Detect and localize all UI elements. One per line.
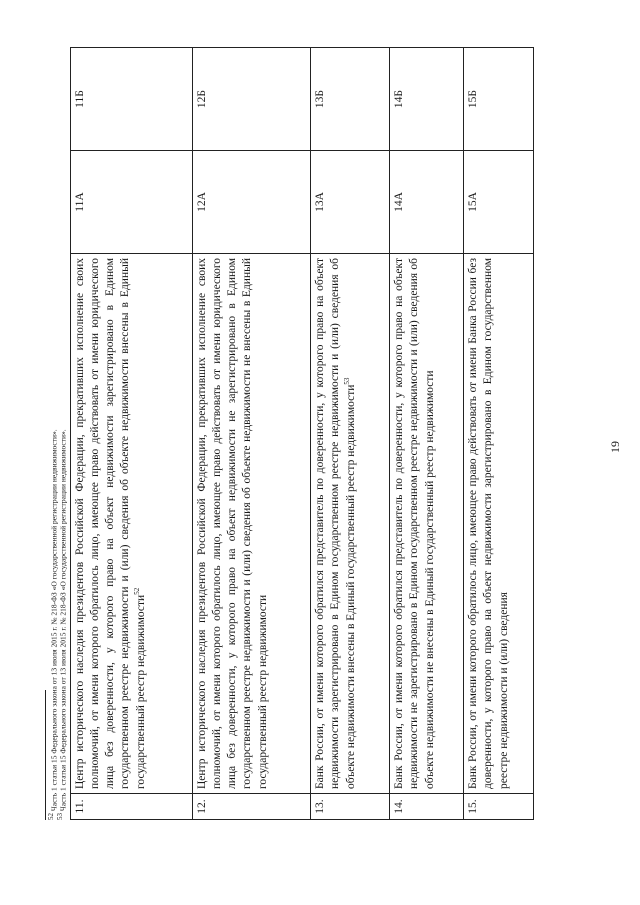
code-b: 14Б: [390, 48, 464, 151]
row-description: [464, 254, 534, 794]
codes-table: [70, 47, 534, 820]
code-a: 13А: [311, 151, 390, 254]
row-text: Центр исторического наследия президентов Российской Федерации, прекративших исполнение своих полномочий, от имени которого обратилось лицо, имеющее право действовать от имени юридического лица без доверенности, у которого право на объект недвижимости зарегистрировано в Едином государственном реестре недвижимости и (или) сведения об объекте недвижимости внесены в Единый государственный реестр недвижимости: [74, 258, 147, 789]
table-row: [390, 48, 464, 820]
table-row: [311, 48, 390, 820]
footnote-separator: [45, 690, 46, 820]
footnote-mark: 53: [56, 813, 64, 820]
footnote-ref: 53: [342, 377, 351, 385]
row-number: 11.: [71, 794, 193, 820]
table-row: [464, 48, 534, 820]
code-b: 12Б: [193, 48, 311, 151]
footnote-ref: 52: [132, 587, 141, 595]
table-row: [71, 48, 193, 820]
row-description: [193, 254, 311, 794]
code-a: 14А: [390, 151, 464, 254]
code-a: 11А: [71, 151, 193, 254]
code-b: 11Б: [71, 48, 193, 151]
row-description: [311, 254, 390, 794]
code-b: 13Б: [311, 48, 390, 151]
row-text: Банк России, от имени которого обратился представитель по доверенности, у которого право на объект недвижимости не зарегистрировано в Едином государственном реестре недвижимости и (или) сведения об объекте недвижимости не внесены в Единый государственный реестр недвижимости: [393, 258, 436, 789]
row-text: Банк России, от имени которого обратилось лицо, имеющее право действовать от имени Банка России без доверенности, у которого право на объект недвижимости зарегистрировано в Едином государственном реестре недвижимости и (или) сведения: [467, 258, 510, 789]
footnote-mark: 52: [47, 813, 55, 820]
row-description: [390, 254, 464, 794]
table-row: [193, 48, 311, 820]
page-number: 19: [608, 441, 622, 453]
row-text: Центр исторического наследия президентов Российской Федерации, прекративших исполнение своих полномочий, от имени которого обратилось лицо, имеющее право действовать от имени юридического лица без доверенности, у которого право на объект недвижимости не зарегистрировано в Едином государственном реестре недвижимости и (или) сведения об объекте недвижимости не внесены в Единый государственный реестр недвижимости: [196, 258, 269, 789]
row-text: Банк России, от имени которого обратился представитель по доверенности, у которого право на объект недвижимости зарегистрировано в Едином государственном реестре недвижимости и (или) сведения об объекте недвижимости внесены в Единый государственный реестр недвижимости: [314, 258, 357, 789]
row-number: 13.: [311, 794, 390, 820]
footnote-text: Часть 1 статьи 15 Федерального закона от 13 июля 2015 г. № 218-ФЗ «О государственной регистрации недвижимости».: [49, 429, 59, 812]
code-b: 15Б: [464, 48, 534, 151]
code-a: 15А: [464, 151, 534, 254]
footnote-text: Часть 1 статьи 15 Федерального закона от 13 июля 2015 г. № 218-ФЗ «О государственной регистрации недвижимости».: [58, 429, 68, 812]
row-description: [71, 254, 193, 794]
row-number: 12.: [193, 794, 311, 820]
row-number: 14.: [390, 794, 464, 820]
code-a: 12А: [193, 151, 311, 254]
row-number: 15.: [464, 794, 534, 820]
footnote: [57, 120, 68, 820]
